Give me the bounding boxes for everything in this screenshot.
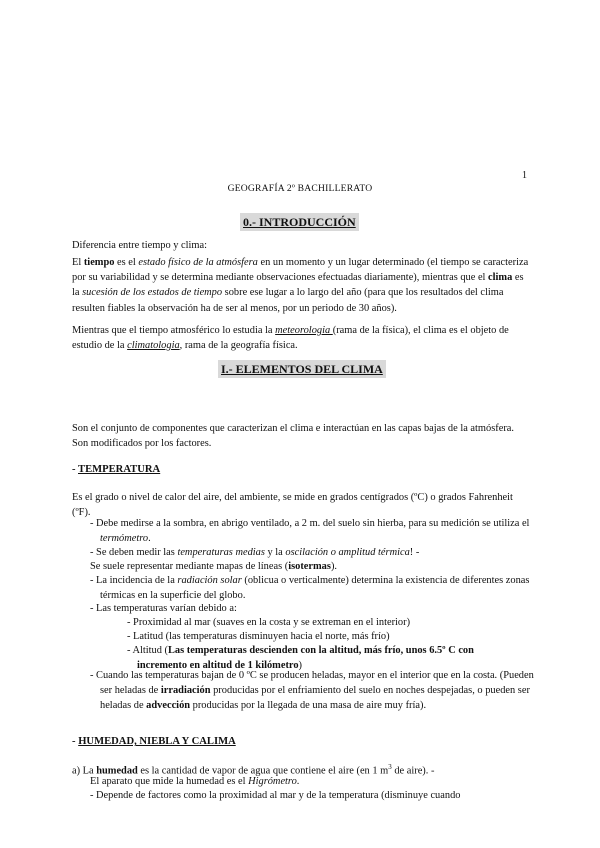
section-title-elementos-clima: I.- ELEMENTOS DEL CLIMA	[218, 360, 386, 378]
temperatura-bullet-variacion: - Las temperaturas varían debido a:	[90, 603, 237, 614]
term-estado-fisico: estado físico de la atmósfera	[138, 257, 258, 268]
intro-lead: Diferencia entre tiempo y clima:	[72, 240, 208, 251]
subheading-humedad: - HUMEDAD, NIEBLA Y CALIMA	[72, 736, 236, 747]
section-title-introduccion: 0.- INTRODUCCIÓN	[240, 213, 359, 231]
term-tiempo: tiempo	[83, 257, 115, 268]
humedad-factores: - Depende de factores como la proximidad al mar y de la temperatura (disminuye cuando	[90, 790, 461, 801]
variacion-proximidad-mar: - Proximidad al mar (suaves en la costa y se extreman en el interior)	[127, 617, 411, 628]
temperatura-definition: Es el grado o nivel de calor del aire, del ambiente, se mide en grados centígrados (ºC) o grados Fahrenheit (ºF).	[72, 492, 513, 519]
variacion-altitud: - Altitud (Las temperaturas descienden con la altitud, más frío, unos 6.5º C con incremento en altitud de 1 kilómetro)	[127, 645, 474, 672]
document-header: GEOGRAFÍA 2º BACHILLERATO	[227, 183, 373, 194]
temperatura-bullet-radiacion: - La incidencia de la radiación solar (oblicua o verticalmente) determina la existencia de diferentes zonas térmicas en la superficie del globo.	[90, 575, 530, 602]
temperatura-bullet-heladas: - Cuando las temperaturas bajan de 0 ºC se producen heladas, mayor en el interior que en la costa. (Pueden ser heladas de irradiación producidas por el enfriamiento del suelo en noches despejadas, o pueden ser heladas de advección producidas por la llegada de una masa de aire muy fría).	[90, 670, 534, 712]
variacion-latitud: - Latitud (las temperaturas disminuyen hacia el norte, más frío)	[127, 631, 390, 642]
elementos-intro: Son el conjunto de componentes que caracterizan el clima e interactúan en las capas bajas de la atmósfera. Son modificados por los factores.	[72, 423, 514, 450]
paragraph-tiempo-clima: El tiempo es el estado físico de la atmósfera en un momento y un lugar determinado (el tiempo se caracteriza por su variabilidad y se determina mediante observaciones efectuadas diariamente), mientras que el clima es la sucesión de los estados de tiempo sobre ese lugar a lo largo del año (para que los resultados del clima resulten fiables la observación ha de ser al menos, por un periodo de 30 años).	[72, 257, 529, 314]
temperatura-bullet-medicion: - Debe medirse a la sombra, en abrigo ventilado, a 2 m. del suelo sin hierba, para su medición se utiliza el termómetro.	[90, 518, 530, 545]
page-number: 1	[522, 170, 527, 181]
humedad-higrometro: El aparato que mide la humedad es el Higrómetro.	[90, 776, 300, 787]
temperatura-isotermas: Se suele representar mediante mapas de líneas (isotermas).	[90, 561, 337, 572]
meteorologia-link[interactable]: meteorologia	[275, 325, 333, 336]
climatologia-link[interactable]: climatologia	[127, 340, 180, 352]
term-clima: clima	[488, 272, 513, 284]
temperatura-bullet-medias: - Se deben medir las temperaturas medias y la oscilación o amplitud térmica! -	[90, 547, 420, 558]
subheading-temperatura: - TEMPERATURA	[72, 464, 161, 475]
humedad-definition: a) La humedad es la cantidad de vapor de agua que contiene el aire (en 1 $m^3$ de aire). -	[72, 763, 435, 777]
paragraph-meteorologia: Mientras que el tiempo atmosférico lo estudia la meteorologia (rama de la física), el clima es el objeto de estudio de la climatologia, rama de la geografía física.	[72, 325, 509, 352]
term-sucesion: sucesión de los estados de tiempo	[82, 287, 223, 299]
